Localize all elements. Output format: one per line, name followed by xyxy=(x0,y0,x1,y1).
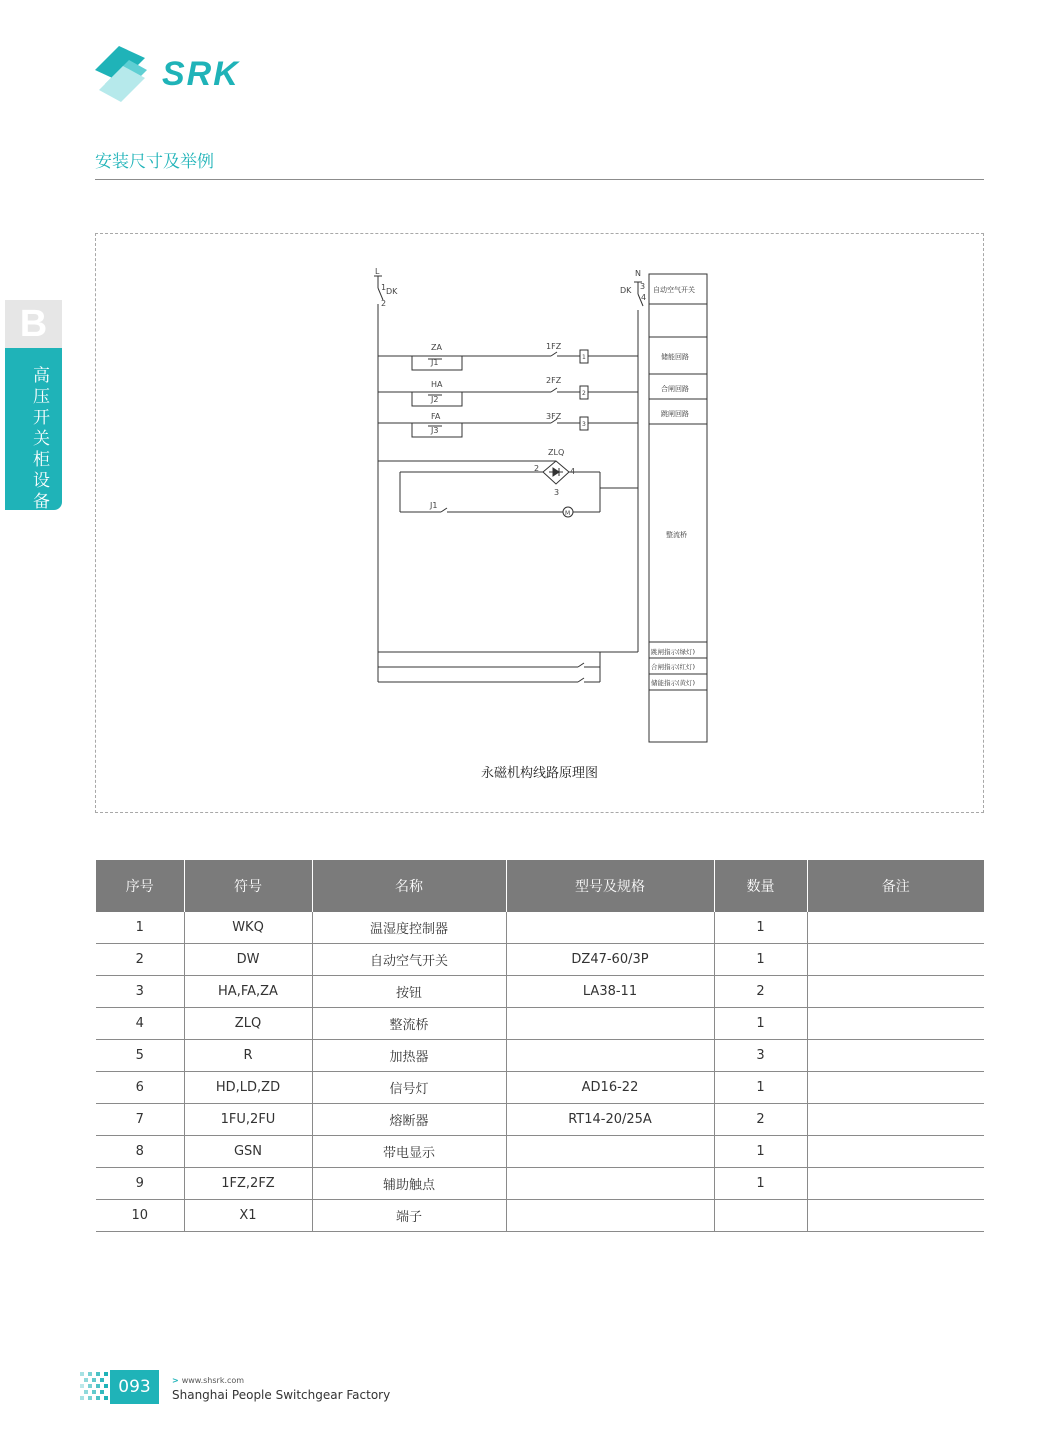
cell-remarks xyxy=(807,1104,984,1136)
cell-remarks xyxy=(807,1136,984,1168)
cell-quantity: 2 xyxy=(714,1104,807,1136)
cell-model xyxy=(506,1200,714,1232)
cell-remarks xyxy=(807,944,984,976)
cell-model: DZ47-60/3P xyxy=(506,944,714,976)
legend-trip-circuit: 跳闸回路 xyxy=(661,410,689,418)
header-symbol: 符号 xyxy=(184,860,312,912)
legend-air-switch: 自动空气开关 xyxy=(653,286,695,294)
table-row xyxy=(96,944,984,976)
table-row xyxy=(96,1072,984,1104)
table-row xyxy=(96,976,984,1008)
cell-name: 带电显示 xyxy=(312,1136,506,1168)
table-row xyxy=(96,912,984,944)
cell-name: 自动空气开关 xyxy=(312,944,506,976)
cell-model xyxy=(506,1136,714,1168)
cell-quantity: 2 xyxy=(714,976,807,1008)
cell-model xyxy=(506,1008,714,1040)
cell-remarks xyxy=(807,1200,984,1232)
cell-quantity: 1 xyxy=(714,944,807,976)
cell-remarks xyxy=(807,912,984,944)
cell-remarks xyxy=(807,976,984,1008)
cell-remarks xyxy=(807,1072,984,1104)
label-pin-2: 2 xyxy=(381,299,387,308)
cell-index: 6 xyxy=(96,1072,184,1104)
cell-name: 端子 xyxy=(312,1200,506,1232)
page-number: 093 xyxy=(110,1370,159,1404)
diagram-caption: 永磁机构线路原理图 xyxy=(480,766,598,781)
header-index: 序号 xyxy=(96,860,184,912)
label-3fz: 3FZ xyxy=(546,412,562,421)
cell-name: 加热器 xyxy=(312,1040,506,1072)
label-zlq: ZLQ xyxy=(548,448,565,457)
cell-quantity xyxy=(714,1200,807,1232)
label-dk-left: DK xyxy=(386,287,398,296)
logo-text: SRK xyxy=(162,55,240,93)
cell-model: LA38-11 xyxy=(506,976,714,1008)
section-divider xyxy=(95,179,984,180)
legend-storage-indicator: 储能指示(黄灯) xyxy=(651,679,696,687)
cell-index: 2 xyxy=(96,944,184,976)
label-pin-1: 1 xyxy=(381,283,387,292)
cell-symbol: HA,FA,ZA xyxy=(184,976,312,1008)
cell-model: RT14-20/25A xyxy=(506,1104,714,1136)
footer-mosaic-icon xyxy=(78,1370,110,1404)
cell-index: 10 xyxy=(96,1200,184,1232)
label-ha: HA xyxy=(431,380,443,389)
side-letter: B xyxy=(5,300,62,348)
label-n: N xyxy=(635,269,641,278)
cell-name: 按钮 xyxy=(312,976,506,1008)
cell-model xyxy=(506,1168,714,1200)
parts-table xyxy=(96,860,984,1232)
table-row xyxy=(96,1104,984,1136)
header-remarks: 备注 xyxy=(807,860,984,912)
label-j2: J2 xyxy=(431,395,439,404)
cell-model xyxy=(506,912,714,944)
cell-model: AD16-22 xyxy=(506,1072,714,1104)
cell-index: 1 xyxy=(96,912,184,944)
label-bridge-4: 4 xyxy=(570,467,576,476)
label-j1b: J1 xyxy=(430,501,438,510)
arrow-right-icon: > xyxy=(172,1376,179,1385)
table-row xyxy=(96,1008,984,1040)
label-l: L xyxy=(375,267,380,276)
cell-name: 辅助触点 xyxy=(312,1168,506,1200)
label-pin-4: 4 xyxy=(641,293,647,302)
cell-index: 8 xyxy=(96,1136,184,1168)
cell-symbol: DW xyxy=(184,944,312,976)
cell-name: 信号灯 xyxy=(312,1072,506,1104)
cell-symbol: R xyxy=(184,1040,312,1072)
cell-remarks xyxy=(807,1168,984,1200)
label-bridge-2: 2 xyxy=(534,464,540,473)
cell-name: 温湿度控制器 xyxy=(312,912,506,944)
cell-quantity: 1 xyxy=(714,1168,807,1200)
side-category-tab[interactable] xyxy=(5,348,62,510)
cell-index: 4 xyxy=(96,1008,184,1040)
label-1fz: 1FZ xyxy=(546,342,562,351)
cell-symbol: 1FU,2FU xyxy=(184,1104,312,1136)
cell-remarks xyxy=(807,1040,984,1072)
header-quantity: 数量 xyxy=(714,860,807,912)
label-dk-right: DK xyxy=(620,286,632,295)
cell-index: 7 xyxy=(96,1104,184,1136)
label-fu1: 1 xyxy=(582,354,586,361)
table-row xyxy=(96,1040,984,1072)
cell-symbol: HD,LD,ZD xyxy=(184,1072,312,1104)
table-row xyxy=(96,1200,984,1232)
label-bridge-3: 3 xyxy=(554,488,560,497)
diagram-frame xyxy=(95,233,984,813)
header-model: 型号及规格 xyxy=(506,860,714,912)
cell-index: 9 xyxy=(96,1168,184,1200)
label-2fz: 2FZ xyxy=(546,376,562,385)
cell-name: 熔断器 xyxy=(312,1104,506,1136)
label-j3: J3 xyxy=(431,426,439,435)
cell-symbol: GSN xyxy=(184,1136,312,1168)
label-fu3: 3 xyxy=(582,421,586,428)
table-row xyxy=(96,1136,984,1168)
legend-close-indicator: 合闸指示(红灯) xyxy=(651,663,696,671)
legend-trip-indicator: 跳闸指示(绿灯) xyxy=(651,648,696,656)
cell-symbol: WKQ xyxy=(184,912,312,944)
footer-url[interactable] xyxy=(172,1376,244,1385)
cell-index: 3 xyxy=(96,976,184,1008)
legend-closing-circuit: 合闸回路 xyxy=(661,385,689,393)
table-row xyxy=(96,1168,984,1200)
footer-url-text[interactable]: www.shsrk.com xyxy=(181,1376,245,1385)
cell-name: 整流桥 xyxy=(312,1008,506,1040)
table-header-row xyxy=(96,860,984,912)
header-name: 名称 xyxy=(312,860,506,912)
cell-quantity: 1 xyxy=(714,912,807,944)
cell-symbol: X1 xyxy=(184,1200,312,1232)
footer-company: Shanghai People Switchgear Factory xyxy=(172,1388,391,1402)
legend-storage-circuit: 储能回路 xyxy=(661,353,689,361)
cell-quantity: 1 xyxy=(714,1008,807,1040)
cell-symbol: 1FZ,2FZ xyxy=(184,1168,312,1200)
cell-model xyxy=(506,1040,714,1072)
label-motor: M xyxy=(565,510,571,517)
label-za: ZA xyxy=(431,343,442,352)
label-pin-3: 3 xyxy=(640,282,646,291)
label-fu2: 2 xyxy=(582,390,586,397)
cell-quantity: 3 xyxy=(714,1040,807,1072)
cell-remarks xyxy=(807,1008,984,1040)
cell-symbol: ZLQ xyxy=(184,1008,312,1040)
circuit-diagram xyxy=(96,234,983,812)
legend-rectifier: 整流桥 xyxy=(666,531,687,539)
label-fa: FA xyxy=(431,412,441,421)
cell-index: 5 xyxy=(96,1040,184,1072)
diagram-legend xyxy=(651,285,695,687)
cell-quantity: 1 xyxy=(714,1136,807,1168)
label-j1a: J1 xyxy=(431,358,439,367)
side-category-label: 高压开关柜设备 xyxy=(33,366,50,512)
section-title: 安装尺寸及举例 xyxy=(95,152,214,172)
cell-quantity: 1 xyxy=(714,1072,807,1104)
